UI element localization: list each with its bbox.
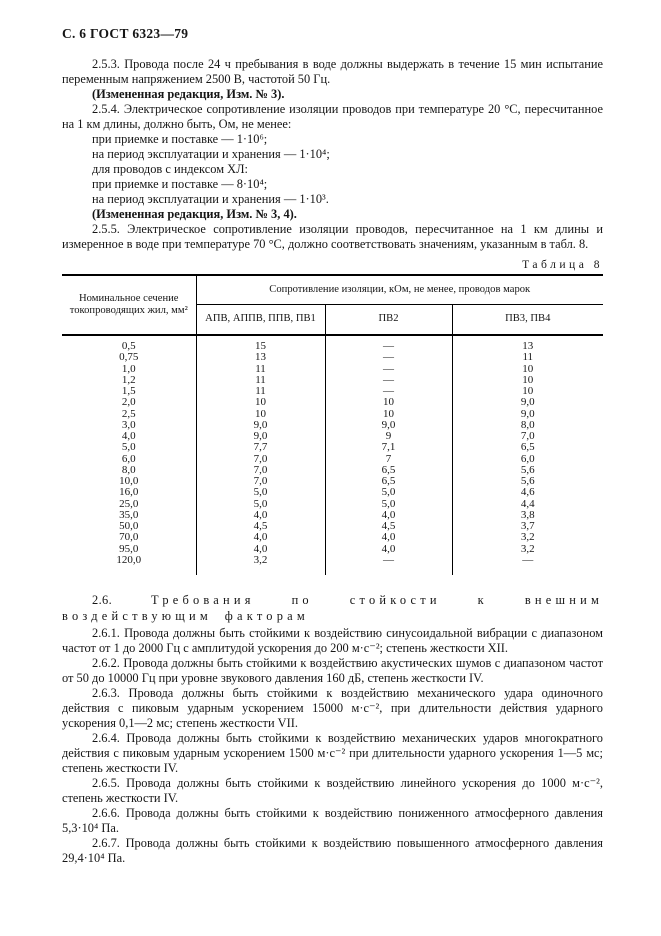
table-row [62,532,603,543]
table-cell: 4,0 [196,532,325,543]
section-2-6-number: 2.6. [92,593,113,607]
paragraph-2-5-3: 2.5.3. Провода после 24 ч пребывания в воде должны выдержать в течение 15 мин испытание переменным напряжением 2500 В, частотой 50 Гц. [62,57,603,86]
table-cell: 3,2 [452,544,603,555]
table-row [62,335,603,352]
table-cell: 8,0 [121,463,136,476]
table-cell: 10 [452,375,603,386]
table-cell: 4,4 [452,499,603,510]
table8-column-header: АПВ, АППВ, ППВ, ПВ1 [196,305,325,336]
table-cell: — [325,335,452,352]
resistance-item: на период эксплуатации и хранения — 1·10⁴; [92,147,330,161]
table-cell: 15 [196,335,325,352]
table-cell: — [325,352,452,363]
table-cell: — [325,386,452,397]
table8-column-header: ПВ2 [325,305,452,336]
amended-note-1: (Измененная редакция, Изм. № 3). [92,87,285,101]
table-cell: 7,0 [196,476,325,487]
table8-caption: Таблица 8 [522,258,603,271]
table-cell: 9,0 [325,420,452,431]
table-cell: 5,0 [325,499,452,510]
table-cell: 7 [325,454,452,465]
table-cell: 9,0 [196,431,325,442]
table-row [62,397,603,408]
page-content [62,26,603,866]
table8 [62,274,603,575]
page-header: С. 6 ГОСТ 6323—79 [62,26,189,41]
table-cell: — [325,375,452,386]
table-cell: 3,7 [452,521,603,532]
table-row [62,352,603,363]
table-cell: 5,0 [325,487,452,498]
table-cell: — [325,364,452,375]
table-cell: 10 [325,397,452,408]
table-cell: 0,5 [121,340,136,352]
table-cell: 50,0 [119,520,139,532]
table-cell: 4,6 [452,487,603,498]
table-cell: 6,0 [121,452,136,465]
table-cell: — [325,555,452,566]
paragraph-2-6-5: 2.6.5. Провода должны быть стойкими к воздействию линейного ускорения до 1000 м·с⁻², степень жесткости IV. [62,776,603,805]
table-cell: 9,0 [452,409,603,420]
table-rule-stub-cell [325,566,452,575]
table8-group-header: Сопротивление изоляции, кОм, не менее, проводов марок [196,275,603,305]
table8-col1-header: Номинальное сечение токопроводящих жил, мм² [62,275,196,335]
paragraph-2-6-6: 2.6.6. Провода должны быть стойкими к воздействию пониженного атмосферного давления 5,3·10⁴ Па. [62,806,603,835]
table-cell: 6,0 [452,454,603,465]
table-cell: 5,0 [121,441,136,454]
table-cell: 5,0 [196,487,325,498]
paragraph-2-5-4: 2.5.4. Электрическое сопротивление изоляции проводов при температуре 20 °С, пересчитанное на 1 км длины, должно быть, Ом, не менее: [62,102,603,131]
table-cell: 4,0 [325,510,452,521]
table8-column-header: ПВ3, ПВ4 [452,305,603,336]
table-cell: 70,0 [119,531,139,544]
paragraph-2-6-1: 2.6.1. Провода должны быть стойкими к воздействию синусоидальной вибрации с диапазоном частот от 1 до 2000 Гц с амплитудой ускорения до 200 м·с⁻²; степень жесткости XII. [62,626,603,655]
table-cell: 10,0 [119,475,139,487]
table-cell: 1,5 [121,385,136,397]
table-cell: 10 [196,397,325,408]
resistance-item: при приемке и поставке — 1·10⁶; [92,132,268,146]
table-cell: — [452,555,603,566]
paragraph-2-6-3: 2.6.3. Провода должны быть стойкими к воздействию механического удара одиночного действия с пиковым ударным ускорением 15000 м·с⁻², при длительности действия ударного ускорения 0,1—2 мс; степень жесткости VII. [62,686,603,730]
resistance-item: на период эксплуатации и хранения — 1·10³. [92,192,329,206]
table-cell: 6,5 [452,442,603,453]
table-cell: 5,6 [452,465,603,476]
paragraph-2-6-2: 2.6.2. Провода должны быть стойкими к воздействию акустических шумов с диапазоном частот от 50 до 10000 Гц при уровне звукового давления 160 дБ, степень жесткости IV. [62,656,603,685]
table-row [62,555,603,566]
table-cell: 1,2 [121,373,136,386]
table-cell: 2,5 [121,407,136,420]
table-cell: 11 [196,364,325,375]
amended-note-2: (Измененная редакция, Изм. № 3, 4). [92,207,297,221]
table-cell: 8,0 [452,420,603,431]
table-cell: 4,0 [196,544,325,555]
paragraph-2-6-4: 2.6.4. Провода должны быть стойкими к воздействию механических ударов многократного действия с пиковым ударным ускорением 1500 м·с⁻² при длительности ударного ускорения 1—5 мс; степень жесткости IV. [62,731,603,775]
table-cell: 7,0 [196,465,325,476]
table-rule-stub [62,566,603,575]
table-cell: 7,0 [452,431,603,442]
table-cell: 4,0 [325,544,452,555]
table-cell: 6,5 [325,465,452,476]
table-cell: 2,0 [121,396,136,409]
table-row [62,487,603,498]
table-cell: 4,5 [196,521,325,532]
resistance-item: для проводов с индексом ХЛ: [92,162,248,176]
table-cell: 35,0 [119,508,139,521]
section-2-6-title: Требования по стойкости к внешним воздействующим факторам [62,593,603,623]
table-cell: 4,5 [325,521,452,532]
table-cell: 9 [325,431,452,442]
table-cell: 13 [452,335,603,352]
paragraph-2-5-5: 2.5.5. Электрическое сопротивление изоляции проводов, пересчитанное на 1 км длины и измеренное в воде при температуре 70 °С, должно соответствовать значениям, указанным в табл. 8. [62,222,603,251]
table-cell: 11 [196,386,325,397]
table-cell: 9,0 [452,397,603,408]
paragraph-2-6-7: 2.6.7. Провода должны быть стойкими к воздействию повышенного атмосферного давления 29,4·10⁴ Па. [62,836,603,865]
table-cell: 0,75 [119,351,139,364]
table-rule-stub-cell [62,566,196,575]
table-cell: 25,0 [119,497,139,510]
table-cell: 4,0 [121,430,136,442]
table-cell: 9,0 [196,420,325,431]
table-cell: 1,0 [121,362,136,375]
table-cell: 5,0 [196,499,325,510]
table-cell: 5,6 [452,476,603,487]
table-rule-stub-cell [196,566,325,575]
table-cell: 4,0 [325,532,452,543]
table-cell: 11 [196,375,325,386]
table-cell: 10 [452,386,603,397]
table-cell: 10 [325,409,452,420]
table-cell: 3,2 [196,555,325,566]
table-cell: 3,2 [452,532,603,543]
table-cell: 120,0 [116,553,142,566]
table-cell: 7,1 [325,442,452,453]
table8-group-header-row [62,275,603,305]
table-cell: 6,5 [325,476,452,487]
table-cell: 13 [196,352,325,363]
table-cell: 95,0 [119,542,139,555]
resistance-item: при приемке и поставке — 8·10⁴; [92,177,268,191]
table-cell: 7,0 [196,454,325,465]
table-cell: 10 [196,409,325,420]
table-cell: 3,8 [452,510,603,521]
table-cell: 4,0 [196,510,325,521]
table-cell: 10 [452,364,603,375]
table-cell: 11 [452,352,603,363]
table-rule-stub-cell [452,566,603,575]
section-2-6-heading [62,592,603,624]
table-cell: 3,0 [121,418,136,431]
table-cell: 16,0 [119,486,139,499]
table8-body [62,335,603,575]
table-row [62,442,603,453]
table-cell: 7,7 [196,442,325,453]
